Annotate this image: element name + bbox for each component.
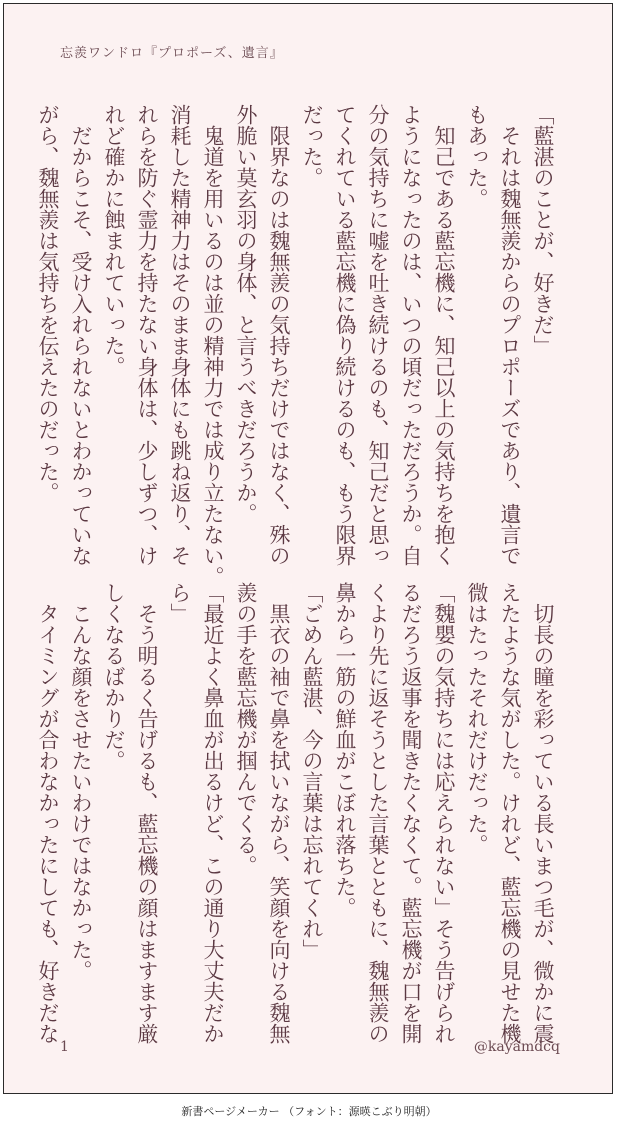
page-number: 1 — [60, 1039, 69, 1055]
page-header-title: 忘羨ワンドロ『プロポーズ、遺言』 — [60, 46, 284, 61]
author-handle: @kayamdcq — [473, 1039, 560, 1055]
novel-page — [3, 3, 613, 1094]
body-text-lower: 切長の瞳を彩っている長いまつ毛が、微かに震 えたような気がした。けれど、藍忘機の見せた機 微はたったそれだけだった。 「魏嬰の気持ちには応えられない」そう告げられ るだろう返事を聞きたくなくて。藍忘機が口を開 くより先に返そうとした言葉とともに、魏無羨の 鼻から一筋の鮮血がこぼれ落ちた。 「ごめん藍湛、今の言葉は忘れてくれ」 黒衣の袖で鼻を拭いながら、笑顔を向ける魏無 羨の手を藍忘機が掴んでくる。 「最近よく鼻血が出るけど、この通り大丈夫だか ら」 そう明るく告げるも、藍忘機の顔はますます厳 しくなるばかりだ。 こんな顔をさせたいわけではなかった。 タイミングが合わなかったにしても、好きだな — [36, 582, 555, 1044]
generator-credit: 新書ページメーカー （フォント：源暎こぶり明朝） — [181, 1105, 437, 1118]
body-text-upper: 「藍湛のことが、好きだ」 それは魏無羨からのプロポーズであり、遺言で もあった。 知己である藍忘機に、知己以上の気持ちを抱く ようになったのは、いつの頃だっただろうか。自 分の気持ちに嘘を吐き続けるのも、知己だと思っ てくれている藍忘機に偽り続けるのも、もう限界 だった。 限界なのは魏無羨の気持ちだけではなく、殊の 外脆い莫玄羽の身体、と言うべきだろうか。 鬼道を用いるのは並の精神力では成り立たない。 消耗した精神力はそのまま身体にも跳ね返り、そ れらを防ぐ霊力を持たない身体は、少しずつ、け れど確かに蝕まれていった。 だからこそ、受け入れられないとわかっていな がら、魏無羨は気持ちを伝えたのだった。 — [36, 104, 555, 587]
